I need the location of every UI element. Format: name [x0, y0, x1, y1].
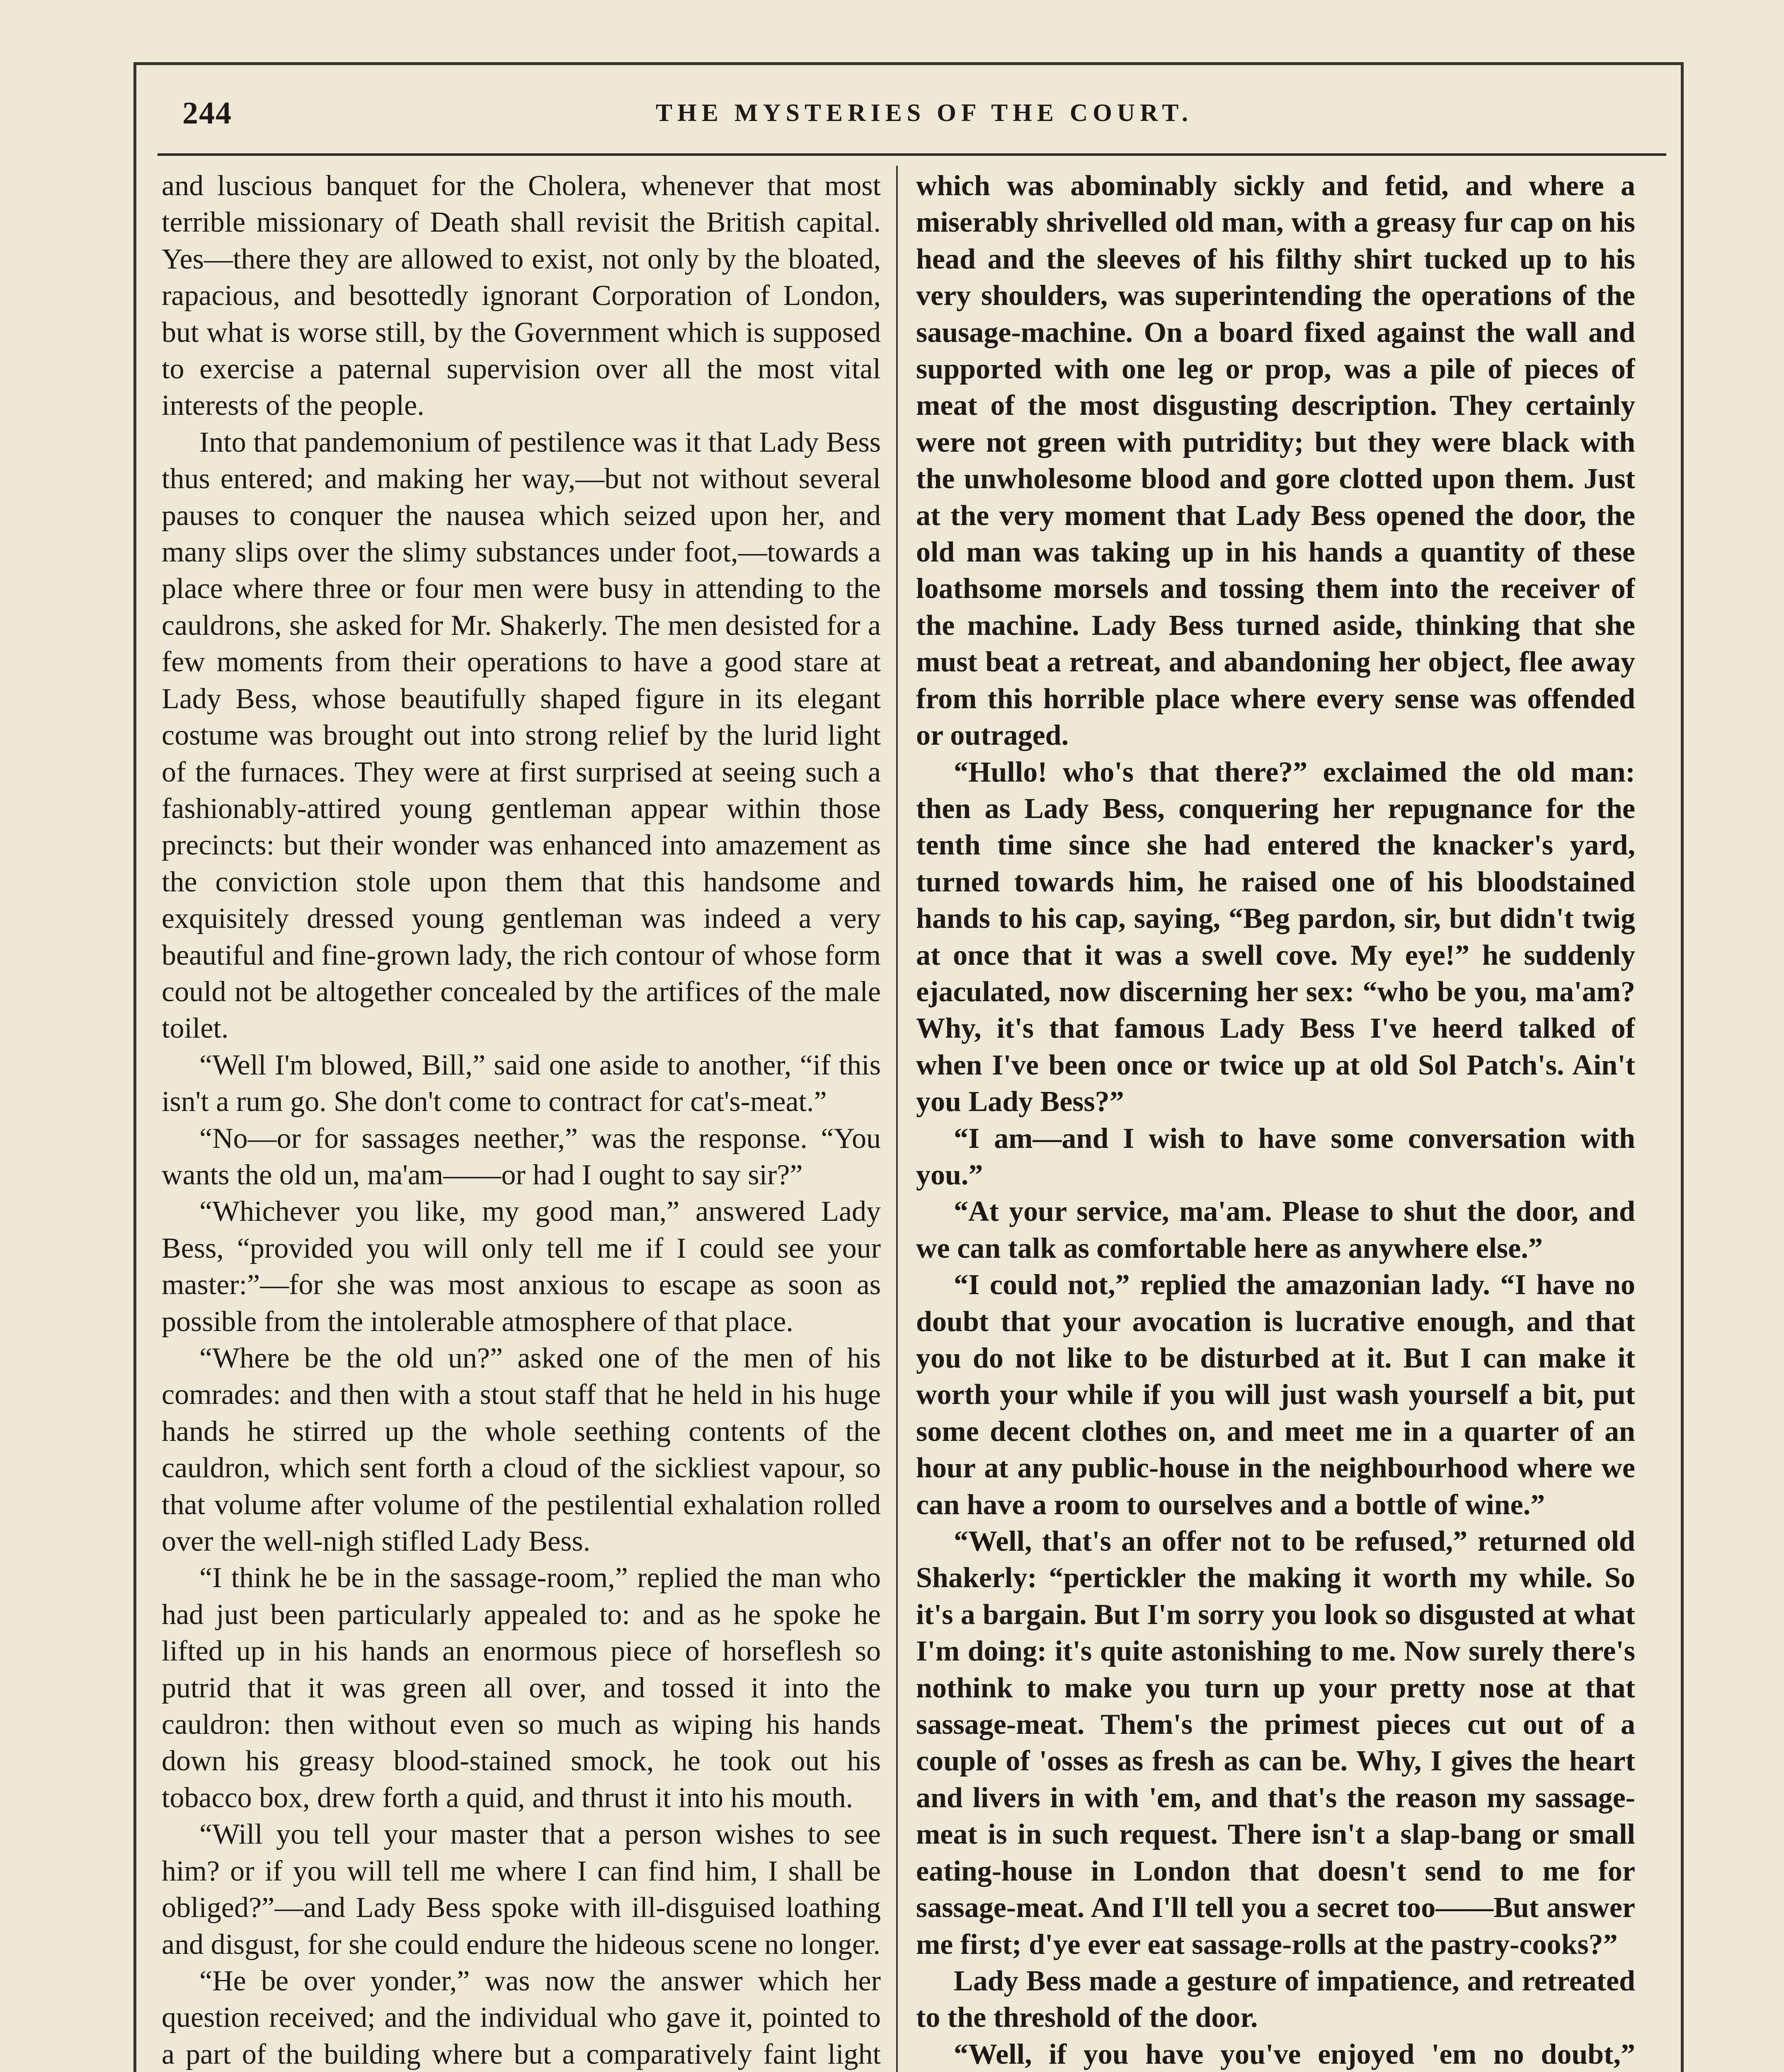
- paragraph: “Where be the old un?” asked one of the men of his comrades: and then with a stout staff that he held in his huge hands he stirred up the whole seething contents of the cauldron, which sent forth a cloud of the sickliest vapour, so that volume after volume of the pestilential exhalation rolled over the well-nigh stifled Lady Bess.: [162, 1342, 881, 1558]
- paragraph: “I am—and I wish to have some conversation with you.”: [916, 1122, 1635, 1191]
- page-number: 244: [182, 96, 232, 131]
- header-rule: [158, 153, 1666, 156]
- paragraph: “Well, that's an offer not to be refused,” returned old Shakerly: “pertickler the making it worth my while. So it's a bargain. But I'm sorry you look so disgusted at what I'm doing: it's quite astonishing to me. Now surely there's nothink to make you turn up your pretty nose at that sassage-meat. Them's the primest pieces cut out of a couple of 'osses as fresh as can be. Why, I gives the heart and livers in with 'em, and that's the reason my sassage-meat is in such request. There isn't a slap-bang or small eating-house in London that doesn't send to me for sassage-meat. And I'll tell you a secret too——But answer me first; d'ye ever eat sassage-rolls at the pastry-cooks?”: [916, 1525, 1635, 1961]
- right-column: [916, 168, 1635, 2072]
- paragraph: Into that pandemonium of pestilence was it that Lady Bess thus entered; and making her way,—but not without several pauses to conquer the nausea which seized upon her, and many slips over the slimy substances under foot,—towards a place where three or four men were busy in attending to the cauldrons, she asked for Mr. Shakerly. The men desisted for a few moments from their operations to have a good stare at Lady Bess, whose beautifully shaped figure in its elegant costume was brought out into strong relief by the lurid light of the furnaces. They were at first surprised at seeing such a fashionably-attired young gentleman appear within those precincts: but their wonder was enhanced into amazement as the conviction stole upon them that this handsome and exquisitely dressed young gentleman was indeed a very beautiful and fine-grown lady, the rich contour of whose form could not be altogether concealed by the artifices of the male toilet.: [162, 426, 881, 1045]
- paragraph: Lady Bess made a gesture of impatience, and retreated to the threshold of the door.: [916, 1965, 1635, 2034]
- paragraph: “Hullo! who's that there?” exclaimed the old man: then as Lady Bess, conquering her repugnance for the tenth time since she had entered the knacker's yard, turned towards him, he raised one of his bloodstained hands to his cap, saying, “Beg pardon, sir, but didn't twig at once that it was a swell cove. My eye!” he suddenly ejaculated, now discerning her sex: “who be you, ma'am? Why, it's that famous Lady Bess I've heerd talked of when I've been once or twice up at old Sol Patch's. Ain't you Lady Bess?”: [916, 756, 1635, 1118]
- paragraph: “Will you tell your master that a person wishes to see him? or if you will tell me where I can find him, I shall be obliged?”—and Lady Bess spoke with ill-disguised loathing and disgust, for she could endure the hideous scene no longer.: [162, 1818, 881, 1961]
- paragraph: “I think he be in the sassage-room,” replied the man who had just been particularly appealed to: and as he spoke he lifted up in his hands an enormous piece of horseflesh so putrid that it was green all over, and tossed it into the cauldron: then without even so much as wiping his hands down his greasy blood-stained smock, he took out his tobacco box, drew forth a quid, and thrust it into his mouth.: [162, 1562, 881, 1814]
- paragraph: “I could not,” replied the amazonian lady. “I have no doubt that your avocation is lucrative enough, and that you do not like to be disturbed at it. But I can make it worth your while if you will just wash yourself a bit, put some decent clothes on, and meet me in a quarter of an hour at any public-house in the neighbourhood where we can have a room to ourselves and a bottle of wine.”: [916, 1269, 1635, 1521]
- paragraph: “He be over yonder,” was now the answer which her question received; and the individual who gave it, pointed to a part of the building where but a comparatively faint light: [162, 1965, 881, 2070]
- paragraph: which was abominably sickly and fetid, and where a miserably shrivelled old man, with a greasy fur cap on his head and the sleeves of his filthy shirt tucked up to his very shoulders, was superintending the operations of the sausage-machine. On a board fixed against the wall and supported with one leg or prop, was a pile of pieces of meat of the most disgusting description. They certainly were not green with putridity; but they were black with the unwholesome blood and gore clotted upon them. Just at the very moment that Lady Bess opened the door, the old man was taking up in his hands a quantity of these loathsome morsels and tossing them into the receiver of the machine. Lady Bess turned aside, thinking that she must beat a retreat, and abandoning her object, flee away from this horrible place where every sense was offended or outraged.: [916, 170, 1635, 752]
- paragraph: and luscious banquet for the Cholera, whenever that most terrible missionary of Death shall revisit the British capital. Yes—there they are allowed to exist, not only by the bloated, rapacious, and besottedly ignorant Corporation of London, but what is worse still, by the Government which is supposed to exercise a paternal supervision over all the most vital interests of the people.: [162, 170, 881, 422]
- paragraph: “Well, if you have you've enjoyed 'em no doubt,”: [954, 2038, 1635, 2070]
- page-header: [182, 95, 1666, 145]
- running-title: THE MYSTERIES OF THE COURT.: [656, 99, 1193, 126]
- paragraph: “At your service, ma'am. Please to shut the door, and we can talk as comfortable here as anywhere else.”: [916, 1196, 1635, 1264]
- paragraph: “No—or for sassages neether,” was the response. “You wants the old un, ma'am——or had I ought to say sir?”: [162, 1122, 881, 1191]
- paragraph: “Well I'm blowed, Bill,” said one aside to another, “if this isn't a rum go. She don't come to contract for cat's-meat.”: [162, 1049, 881, 1118]
- left-column: [162, 168, 881, 2072]
- paragraph: “Whichever you like, my good man,” answered Lady Bess, “provided you will only tell me if I could see your master:”—for she was most anxious to escape as soon as possible from the intolerable atmosphere of that place.: [162, 1196, 881, 1338]
- column-divider: [896, 166, 898, 2072]
